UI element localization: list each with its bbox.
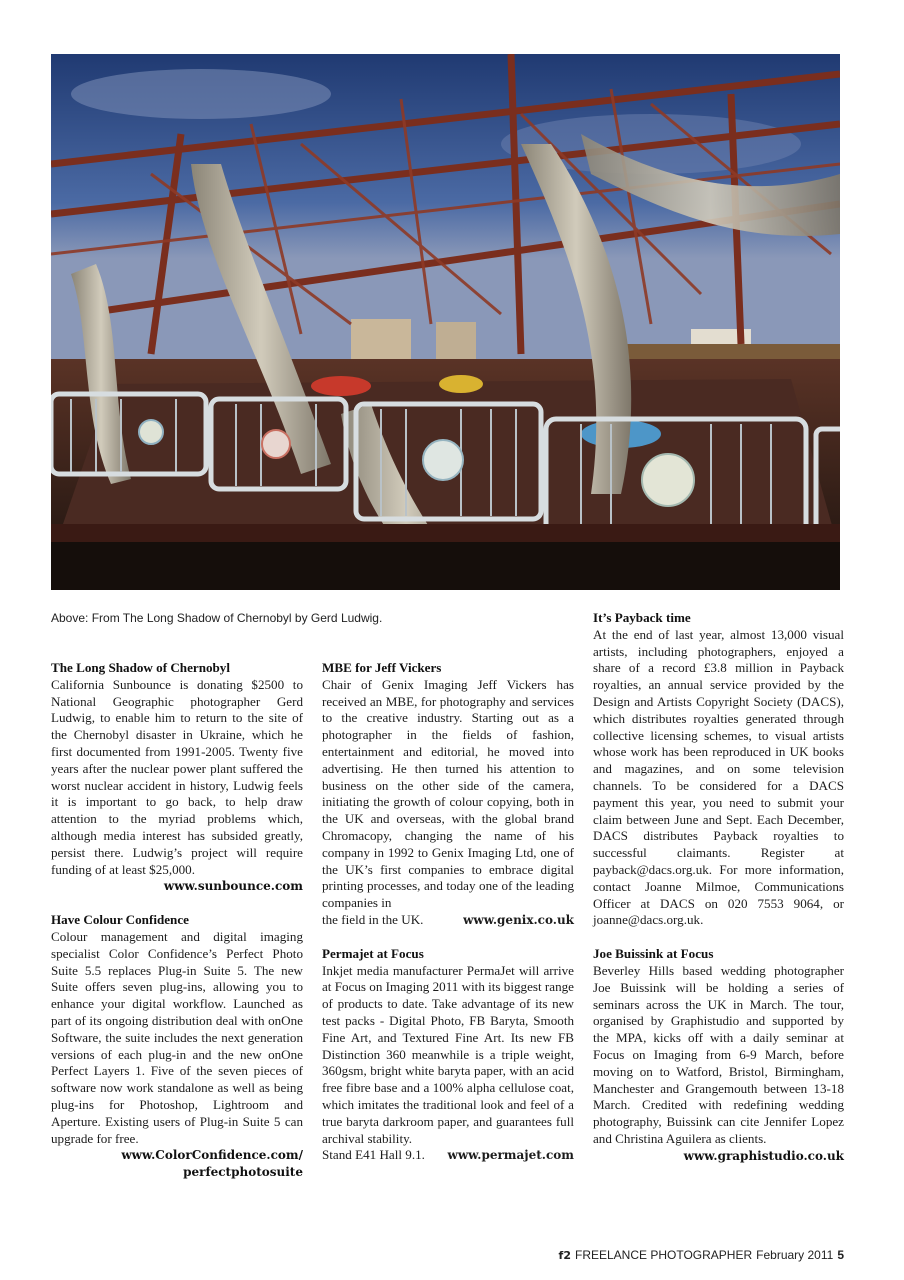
article-mbe-jeff-vickers xyxy=(322,660,574,929)
article-url[interactable]: www.ColorConfidence.com/ xyxy=(121,1148,303,1163)
hero-photo xyxy=(51,54,840,590)
article-title: MBE for Jeff Vickers xyxy=(322,660,442,675)
article-body: Chair of Genix Imaging Jeff Vickers has received an MBE, for photography and services to the creative industry. Starting out as a photographer in the fields of fashion, entertainment and editorial, he moved into advertising. He then turned his attention to business on the other side of the camera, initiating the growth of colour copying, both in the UK and overseas, with the global brand Chromacopy, changing the name of his company in 1992 to Genix Imaging Ltd, one of the UK’s first companies to embrace digital printing processes, and today one of the leading companies in xyxy=(322,676,574,911)
issue-date: February 2011 xyxy=(756,1248,834,1262)
magazine-name: FREELANCE PHOTOGRAPHER xyxy=(575,1248,753,1262)
page-footer xyxy=(559,1248,844,1262)
article-tail-text: Stand E41 Hall 9.1. xyxy=(322,1147,425,1163)
article-tail-text: the field in the UK. xyxy=(322,911,424,927)
article-url[interactable]: www.graphistudio.co.uk xyxy=(683,1148,844,1163)
article-url[interactable]: www.sunbounce.com xyxy=(163,879,303,894)
article-title: Permajet at Focus xyxy=(322,945,424,961)
article-body: California Sunbounce is donating $2500 to National Geographic photographer Gerd Ludwig, to enable him to return to the site of the Chernobyl disaster in Ukraine, which he first documented from 1991-2005. Twenty five years after the nuclear power plant suffered the worst nuclear accident in history, Ludwig feels it is important to go back, to help draw attention to the myriad problems which, although media interest has subsided greatly, persist there. Ludwig’s project will require funding of at least $25,000. xyxy=(51,676,303,877)
photo-caption: Above: From The Long Shadow of Chernobyl by Gerd Ludwig. xyxy=(51,611,383,625)
article-body: At the end of last year, almost 13,000 visual artists, including photographers, enjoyed a share of a record £3.8 million in Payback royalties, an annual service provided by the Design and Artists Copyright Society (DACS), which distributes royalties generated through collective licensing schemes, to visual artists whose work has been reproduced in UK books and magazines, and on some television channels. To be considered for a DACS payment this year, you need to submit your claim between June and Sept. Each December, DACS distributes Payback royalties to successful claimants. Register at payback@dacs.org.uk. For more information, contact Joanne Milmoe, Communications Officer at DACS on 020 7553 9064, or joanne@dacs.org.uk. xyxy=(593,626,844,928)
article-title: The Long Shadow of Chernobyl xyxy=(51,660,230,675)
article-title: Have Colour Confidence xyxy=(51,912,189,928)
magazine-logo: f2 xyxy=(558,1249,571,1262)
article-body: Beverley Hills based wedding photographer Joe Buissink will be holding a series of seminars across the UK in March. The tour, organised by Graphistudio and supported by the MPA, kicks off with a daily seminar at Focus on Imaging from 6-9 March, before moving on to Watford, Bristol, Birmingham, Manchester and Grangemouth between 13-18 March. Credited with redefining wedding photography, Buissink can cite Jennifer Lopez and Christina Aguilera as clients. xyxy=(593,962,844,1146)
page-number: 5 xyxy=(837,1248,844,1262)
article-payback-time xyxy=(593,610,844,929)
article-long-shadow xyxy=(51,660,303,895)
article-tail-line xyxy=(322,912,574,929)
article-tail-line xyxy=(322,1147,574,1164)
article-permajet xyxy=(322,946,574,1164)
column-3 xyxy=(593,610,844,1182)
article-url[interactable]: www.permajet.com xyxy=(447,1148,574,1163)
column-1 xyxy=(51,660,303,1198)
article-url[interactable]: www.genix.co.uk xyxy=(463,912,574,927)
article-body: Colour management and digital imaging specialist Color Confidence’s Perfect Photo Suite 5.5 replaces Plug-in Suite 5. The new Suite offers seven plug-ins, allowing you to enhance your digital workflow. Launched as part of its ongoing distribution deal with onOne Software, the suite includes the next generation versions of each plug-in and the new onOne Perfect Layers 1. Five of the seven pieces of software now work standalone as well as being plug-ins for Photoshop, Lightroom and Aperture. Existing users of Plug-in Suite 5 can upgrade for free. xyxy=(51,928,303,1146)
column-2 xyxy=(322,660,574,1181)
article-title: It’s Payback time xyxy=(593,610,691,625)
article-joe-buissink xyxy=(593,946,844,1164)
chernobyl-dodgem-illustration xyxy=(51,54,840,590)
article-title: Joe Buissink at Focus xyxy=(593,946,714,962)
article-colour-confidence xyxy=(51,912,303,1181)
article-body: Inkjet media manufacturer PermaJet will arrive at Focus on Imaging 2011 with its biggest range of products to date. Take advantage of its new test packs - Digital Photo, FB Baryta, Smooth Fine Art, and Textured Fine Art. Its new FB Distinction 360 meanwhile is a triple weight, 360gsm, bright white baryta paper, with an acid free fibre base and a 100% alpha cellulose coat, which imitates the traditional look and feel of a true baryta darkroom paper, and guarantees full archival stability. xyxy=(322,962,574,1146)
article-url-continued[interactable]: perfectphotosuite xyxy=(183,1165,303,1180)
